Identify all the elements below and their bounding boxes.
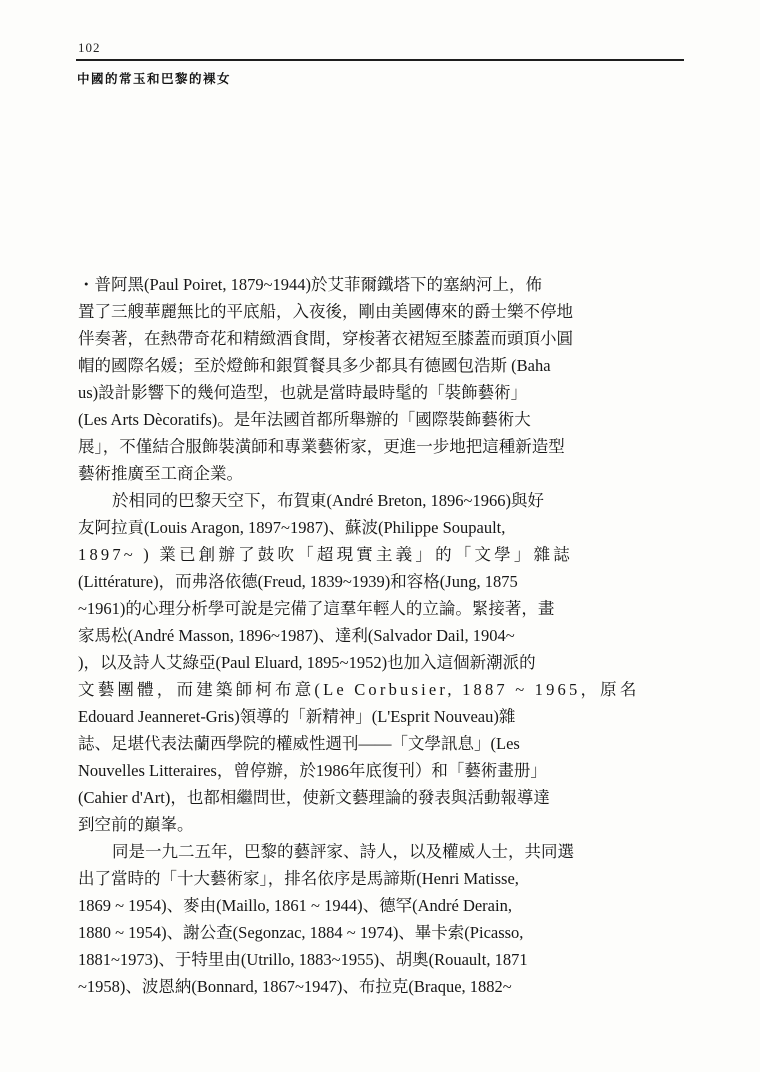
body-line: 1880 ~ 1954)、謝公查(Segonzac, 1884 ~ 1974)、畢卡索(Picasso, <box>78 923 524 942</box>
body-line: 文藝團體，而建築師柯布意(Le Corbusier, 1887 ~ 1965，原名 <box>78 680 640 699</box>
body-line: 1869 ~ 1954)、麥由(Maillo, 1861 ~ 1944)、德罕(André Derain, <box>78 896 512 915</box>
body-line: 誌、足堪代表法蘭西學院的權威性週刊——「文學訊息」(Les <box>78 734 520 753</box>
page-number: 102 <box>78 40 101 55</box>
body-line: (Cahier d'Art)，也都相繼問世，使新文藝理論的發表與活動報導達 <box>78 788 550 807</box>
body-line: 置了三艘華麗無比的平底船，入夜後，剛由美國傳來的爵士樂不停地 <box>78 302 573 321</box>
body-line: ~1961)的心理分析學可說是完備了這羣年輕人的立論。緊接著，畫 <box>78 599 555 618</box>
body-line: 同是一九二五年，巴黎的藝評家、詩人，以及權威人士，共同選 <box>112 842 574 861</box>
body-line: 出了當時的「十大藝術家」，排名依序是馬諦斯(Henri Matisse, <box>78 869 519 888</box>
body-line: 展」，不僅結合服飾裝潢師和專業藝術家，更進一步地把這種新造型 <box>78 437 565 456</box>
body-line: 1881~1973)、于特里由(Utrillo, 1883~1955)、胡奧(Rouault, 1871 <box>78 950 528 969</box>
body-line: 伴奏著，在熱帶奇花和精緻酒食間，穿梭著衣裙短至膝蓋而頭頂小圓 <box>78 329 573 348</box>
body-line: 1897~ ) 業已創辦了鼓吹「超現實主義」的「文學」雜誌 <box>78 545 573 564</box>
body-text <box>78 271 690 1000</box>
header-rule <box>76 59 684 61</box>
body-line: 藝術推廣至工商企業。 <box>78 464 243 483</box>
body-line: 友阿拉貢(Louis Aragon, 1897~1987)、蘇波(Philippe Soupault, <box>78 518 506 537</box>
body-line: us)設計影響下的幾何造型，也就是當時最時髦的「裝飾藝術」 <box>78 383 528 402</box>
body-line: 於相同的巴黎天空下，布賀東(André Breton, 1896~1966)與好 <box>112 491 544 510</box>
body-line: Nouvelles Litteraires，曾停辦，於1986年底復刊）和「藝術畫册」 <box>78 761 547 780</box>
body-line: (Les Arts Dècoratifs)。是年法國首都所舉辦的「國際裝飾藝術大 <box>78 410 531 429</box>
body-line: 帽的國際名媛；至於燈飾和銀質餐具多少都具有德國包浩斯 (Baha <box>78 356 551 375</box>
body-line: ・普阿黑(Paul Poiret, 1879~1944)於艾菲爾鐵塔下的塞納河上，佈 <box>78 275 543 294</box>
body-line: )，以及詩人艾綠亞(Paul Eluard, 1895~1952)也加入這個新潮派的 <box>78 653 536 672</box>
body-line: 到空前的巔峯。 <box>78 815 194 834</box>
body-line: ~1958)、波恩納(Bonnard, 1867~1947)、布拉克(Braque, 1882~ <box>78 977 512 996</box>
body-line: Edouard Jeanneret-Gris)領導的「新精神」(L'Esprit Nouveau)雜 <box>78 707 516 726</box>
body-line: 家馬松(André Masson, 1896~1987)、達利(Salvador Dail, 1904~ <box>78 626 515 645</box>
running-header: 中國的常玉和巴黎的裸女 <box>77 72 232 86</box>
body-line: (Littérature)，而弗洛依德(Freud, 1839~1939)和容格(Jung, 1875 <box>78 572 518 591</box>
